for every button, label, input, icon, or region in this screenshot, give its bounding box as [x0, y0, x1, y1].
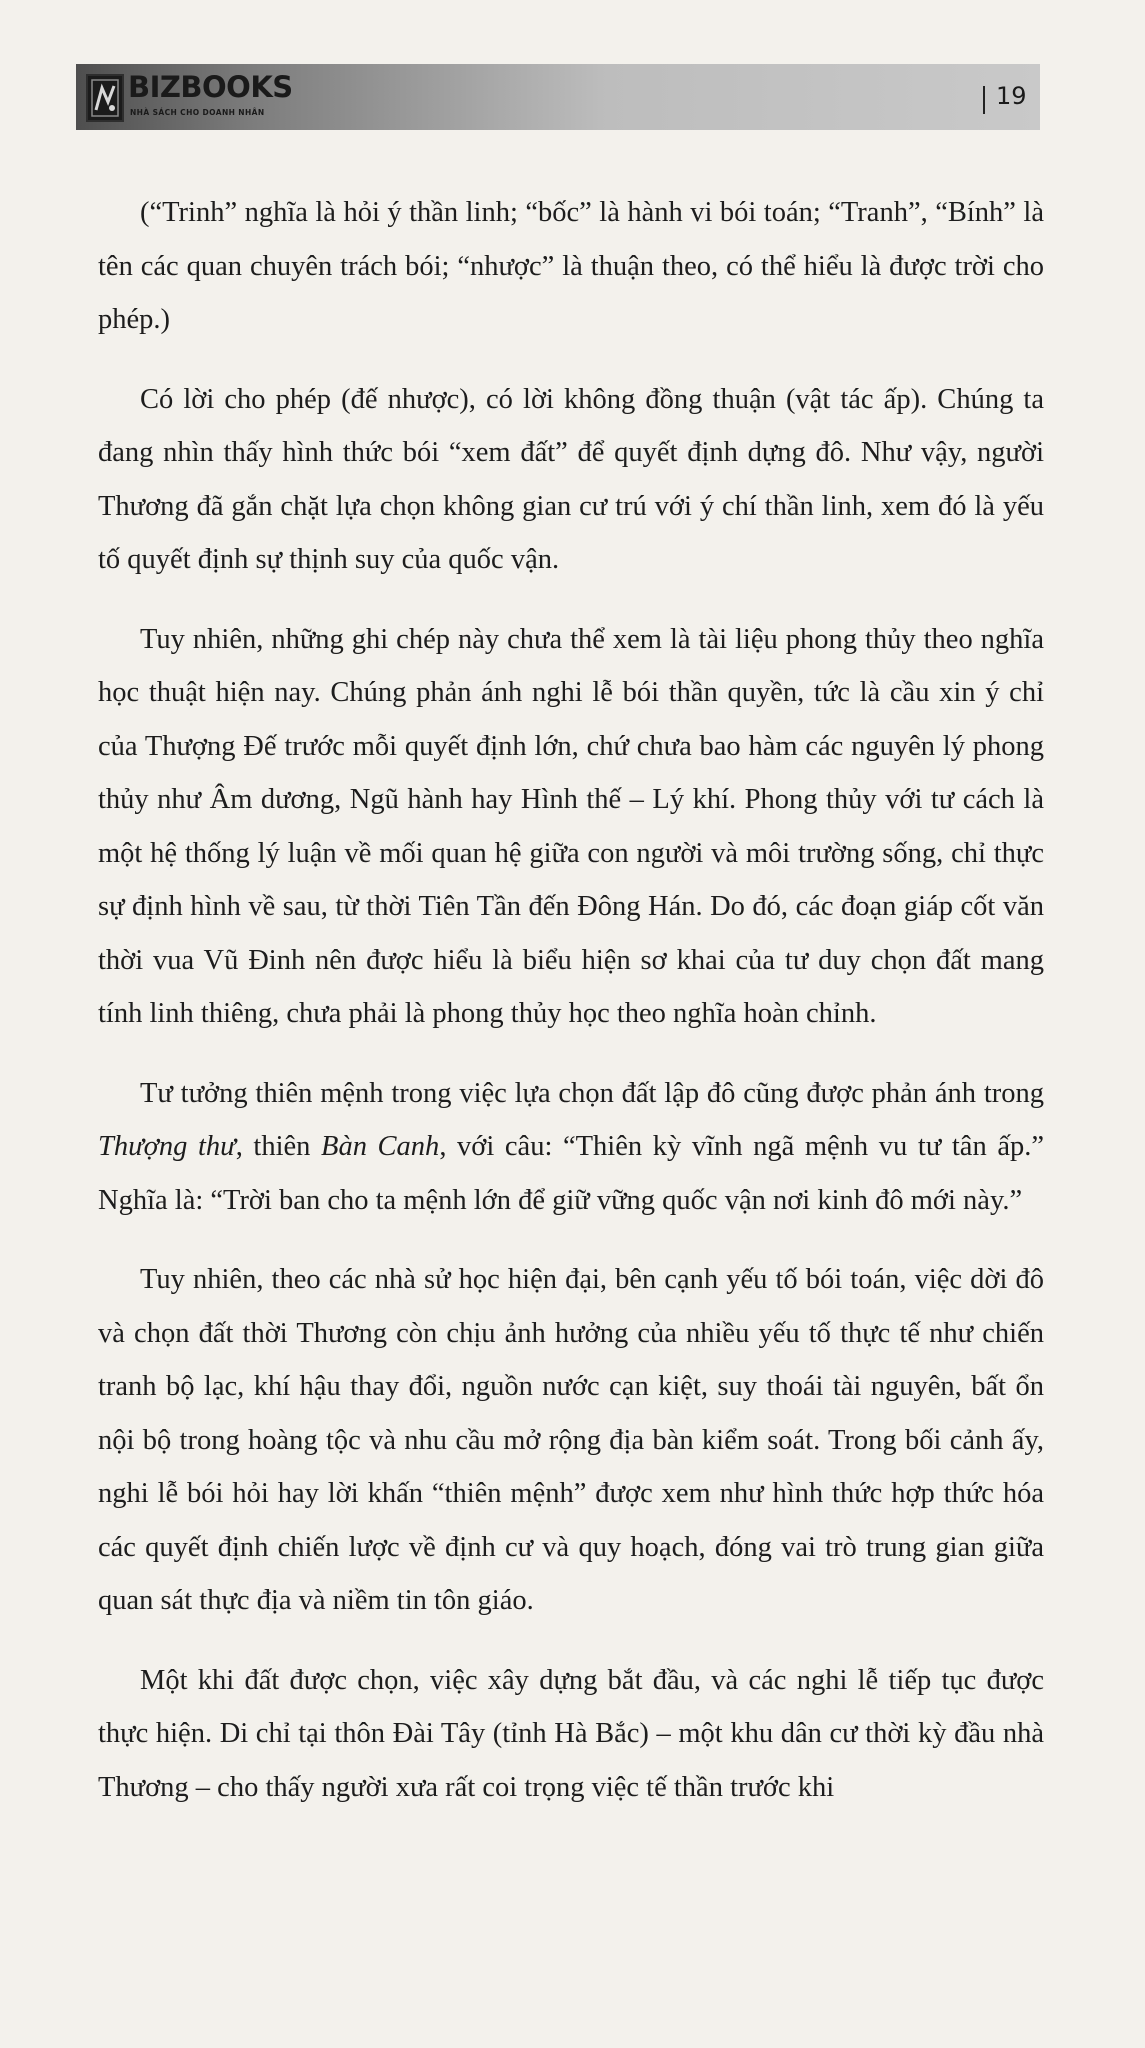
running-header: [76, 64, 1040, 130]
paragraph-4-text-a: Tư tưởng thiên mệnh trong việc lựa chọn đất lập đô cũng được phản ánh trong: [140, 1077, 1044, 1109]
page-body: [98, 186, 1044, 1834]
paragraph-2: Có lời cho phép (đế nhược), có lời không đồng thuận (vật tác ấp). Chúng ta đang nhìn thấy hình thức bói “xem đất” để quyết định dựng đô. Như vậy, người Thương đã gắn chặt lựa chọn không gian cư trú với ý chí thần linh, xem đó là yếu tố quyết định sự thịnh suy của quốc vận.: [98, 383, 1044, 575]
book-title-thuong-thu: Thượng thư: [98, 1131, 236, 1162]
header-divider: [983, 86, 985, 114]
paragraph-4-text-c: , thiên: [235, 1131, 322, 1162]
paragraph-3: Tuy nhiên, những ghi chép này chưa thể xem là tài liệu phong thủy theo nghĩa học thuật hiện nay. Chúng phản ánh nghi lễ bói thần quyền, tức là cầu xin ý chỉ của Thượng Đế trước mỗi quyết định lớn, chứ chưa bao hàm các nguyên lý phong thủy như Âm dương, Ngũ hành hay Hình thế – Lý khí. Phong thủy với tư cách là một hệ thống lý luận về mối quan hệ giữa con người và môi trường sống, chỉ thực sự định hình về sau, từ thời Tiên Tần đến Đông Hán. Do đó, các đoạn giáp cốt văn thời vua Vũ Đinh nên được hiểu là biểu hiện sơ khai của tư duy chọn đất mang tính linh thiêng, chưa phải là phong thủy học theo nghĩa hoàn chỉnh.: [98, 623, 1044, 1029]
bizbooks-logo-icon: [86, 74, 124, 122]
publisher-logo-name: BIZBOOKS: [128, 70, 293, 104]
paragraph-4-text-e: , với câu: “Thiên kỳ vĩnh ngã mệnh vu tư tân ấp.” Nghĩa là: “Trời ban cho ta mệnh lớn để giữ vững quốc vận nơi kinh đô mới này.”: [98, 1131, 1044, 1216]
paragraph-6: Một khi đất được chọn, việc xây dựng bắt đầu, và các nghi lễ tiếp tục được thực hiện. Di chỉ tại thôn Đài Tây (tỉnh Hà Bắc) – một khu dân cư thời kỳ đầu nhà Thương – cho thấy người xưa rất coi trọng việc tế thần trước khi: [98, 1664, 1044, 1803]
chapter-title-ban-canh: Bàn Canh: [321, 1131, 440, 1162]
paragraph-4: [98, 1067, 1044, 1228]
page-number: 19: [996, 82, 1027, 110]
paragraph-1: (“Trinh” nghĩa là hỏi ý thần linh; “bốc” là hành vi bói toán; “Tranh”, “Bính” là tên các quan chuyên trách bói; “nhược” là thuận theo, có thể hiểu là được trời cho phép.): [98, 197, 1044, 335]
publisher-logo-tagline: NHÀ SÁCH CHO DOANH NHÂN: [130, 108, 265, 117]
paragraph-5: Tuy nhiên, theo các nhà sử học hiện đại, bên cạnh yếu tố bói toán, việc dời đô và chọn đất thời Thương còn chịu ảnh hưởng của nhiều yếu tố thực tế như chiến tranh bộ lạc, khí hậu thay đổi, nguồn nước cạn kiệt, suy thoái tài nguyên, bất ổn nội bộ trong hoàng tộc và nhu cầu mở rộng địa bàn kiểm soát. Trong bối cảnh ấy, nghi lễ bói hỏi hay lời khấn “thiên mệnh” được xem như hình thức hợp thức hóa các quyết định chiến lược về định cư và quy hoạch, đóng vai trò trung gian giữa quan sát thực địa và niềm tin tôn giáo.: [98, 1264, 1044, 1616]
